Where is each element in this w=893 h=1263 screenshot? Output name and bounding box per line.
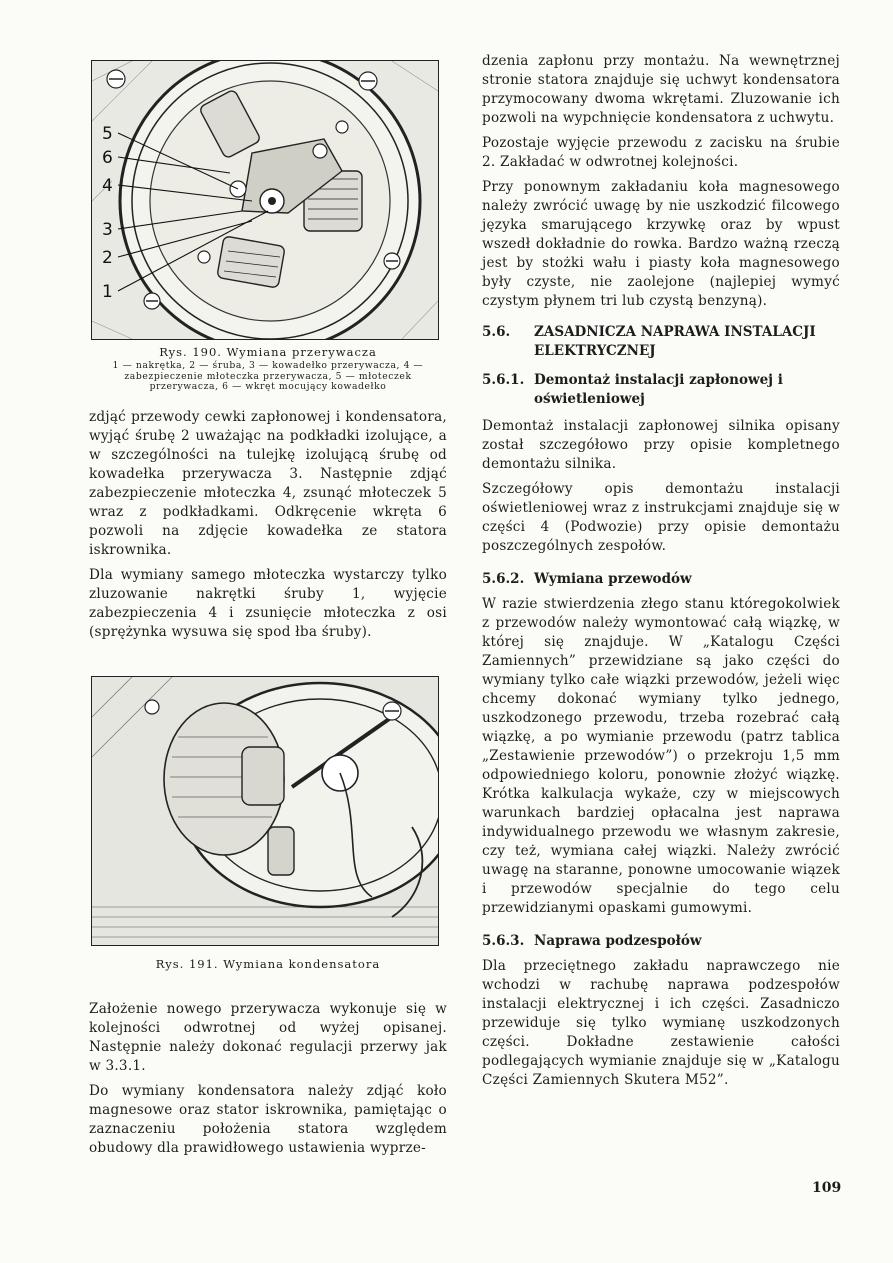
right-paragraph-6: W razie stwierdzenia złego stanu któregokolwiek z przewodów należy wymontować całą wiązkę, w której się znajduje. W „Katalogu Części Zamiennych” przewidziane są jako części do wymiany tylko całe wiązki przewodów, jeżeli więc chcemy dokonać wymiany tylko jednego, uszkodzonego przewodu, trzeba rozebrać całą wiązkę, a po wymianie przewodu (patrz tablica „Zestawienie przewodów”) o przekroju 1,5 mm odpowiedniego koloru, ponownie złożyć wiązkę. Krótka kalkulacja wykaże, czy w miejscowych warunkach bardziej opłacalna jest naprawa indywidualnego przewodu we własnym zakresie, czy też, wymiana całej wiązki. Należy zwrócić uwagę na staranne, ponowne umocowanie wiązek i przewodów specjalnie do tego celu przewidzianymi opaskami gumowymi.: [482, 596, 840, 916]
figure-191-caption: [89, 958, 447, 973]
section-5-6-3-title: Naprawa podzespołów: [534, 933, 702, 949]
label-1: 1: [102, 282, 113, 302]
label-4: 4: [102, 176, 113, 196]
right-paragraph-7: Dla przeciętnego zakładu naprawczego nie wchodzi w rachubę naprawa podzespołów instalacji elektrycznej i ich części. Zasadniczo przewiduje się tylko wymianę uszkodzonych części. Dokładne zestawienie całości podlegających wymianie znajduje się w „Katalogu Części Zamiennych Skutera M52”.: [482, 958, 840, 1088]
condenser-illustration: [92, 677, 438, 945]
section-5-6-heading: [482, 323, 840, 361]
label-3: 3: [102, 220, 113, 240]
breaker-illustration: [92, 61, 438, 339]
section-5-6-1-number: 5.6.1.: [482, 372, 525, 388]
figure-190-legend: 1 — nakrętka, 2 — śruba, 3 — kowadełko przerywacza, 4 — zabezpieczenie młoteczka przerywacza, 5 — młoteczek przerywacza, 6 — wkręt mocujący kowadełko: [112, 360, 424, 392]
left-column-upper: [89, 408, 447, 648]
figure-190-breaker-replacement: [91, 60, 439, 340]
section-5-6-title: ZASADNICZA NAPRAWA INSTALACJI ELEKTRYCZNEJ: [534, 324, 816, 359]
left-paragraph-3: Założenie nowego przerywacza wykonuje się w kolejności odwrotnej od wyżej opisanej. Następnie należy dokonać regulacji przerwy jak w 3.3.1.: [89, 1001, 447, 1074]
section-5-6-3-heading: [482, 932, 840, 951]
left-paragraph-1: zdjąć przewody cewki zapłonowej i kondensatora, wyjąć śrubę 2 uważając na podkładki izolujące, a w szczególności na tulejkę izolującą śrubę od kowadełka przerywacza 3. Następnie zdjąć zabezpieczenie młoteczka 4, zsunąć młoteczek 5 wraz z podkładkami. Odkręcenie wkręta 6 pozwoli na zdjęcie kowadełka ze statora iskrownika.: [89, 409, 447, 558]
right-column: [482, 52, 840, 1096]
right-paragraph-1: dzenia zapłonu przy montażu. Na wewnętrznej stronie statora znajduje się uchwyt kondensatora przymocowany dwoma wkrętami. Zluzowanie ich pozwoli na wypchnięcie kondensatora z uchwytu.: [482, 53, 840, 126]
figure-191-title: Rys. 191. Wymiana kondensatora: [155, 957, 381, 971]
right-paragraph-2: Pozostaje wyjęcie przewodu z zacisku na śrubie 2. Zakładać w odwrotnej kolejności.: [482, 135, 840, 170]
figure-190-caption: [89, 346, 447, 393]
section-5-6-2-heading: [482, 570, 840, 589]
left-paragraph-4: Do wymiany kondensatora należy zdjąć koło magnesowe oraz stator iskrownika, pamiętając o zaznaczeniu położenia statora względem obudowy dla prawidłowego ustawienia wyprze-: [89, 1083, 447, 1156]
section-5-6-1-heading: [482, 371, 840, 409]
right-paragraph-4: Demontaż instalacji zapłonowej silnika opisany został szczegółowo przy opisie kompletnego demontażu silnika.: [482, 418, 840, 472]
left-paragraph-2: Dla wymiany samego młoteczka wystarczy tylko zluzowanie nakrętki śruby 1, wyjęcie zabezpieczenia 4 i zsunięcie młoteczka z osi (sprężynka wysuwa się spod łba śruby).: [89, 567, 447, 640]
figure-191-condenser-replacement: [91, 676, 439, 946]
label-6: 6: [102, 148, 113, 168]
label-2: 2: [102, 248, 113, 268]
label-5: 5: [102, 124, 113, 144]
left-column-lower: [89, 1000, 447, 1164]
section-5-6-1-title: Demontaż instalacji zapłonowej i oświetleniowej: [534, 372, 783, 407]
figure-190-title: Rys. 190. Wymiana przerywacza: [159, 345, 377, 359]
right-paragraph-3: Przy ponownym zakładaniu koła magnesowego należy zwrócić uwagę by nie uszkodzić filcowego języka smarującego krzywkę oraz by wpust wszedł dokładnie do rowka. Bardzo ważną rzeczą jest by stożki wału i piasty koła magnesowego były czyste, nie zaolejone (najlepiej wymyć czystym płynem tri lub czystą benzyną).: [482, 179, 840, 309]
section-5-6-number: 5.6.: [482, 324, 511, 340]
section-5-6-3-number: 5.6.3.: [482, 933, 525, 949]
section-5-6-2-number: 5.6.2.: [482, 571, 525, 587]
section-5-6-2-title: Wymiana przewodów: [534, 571, 692, 587]
right-paragraph-5: Szczegółowy opis demontażu instalacji oświetleniowej wraz z instrukcjami znajduje się w części 4 (Podwozie) przy opisie demontażu poszczególnych zespołów.: [482, 481, 840, 554]
page-number: 109: [812, 1180, 842, 1196]
